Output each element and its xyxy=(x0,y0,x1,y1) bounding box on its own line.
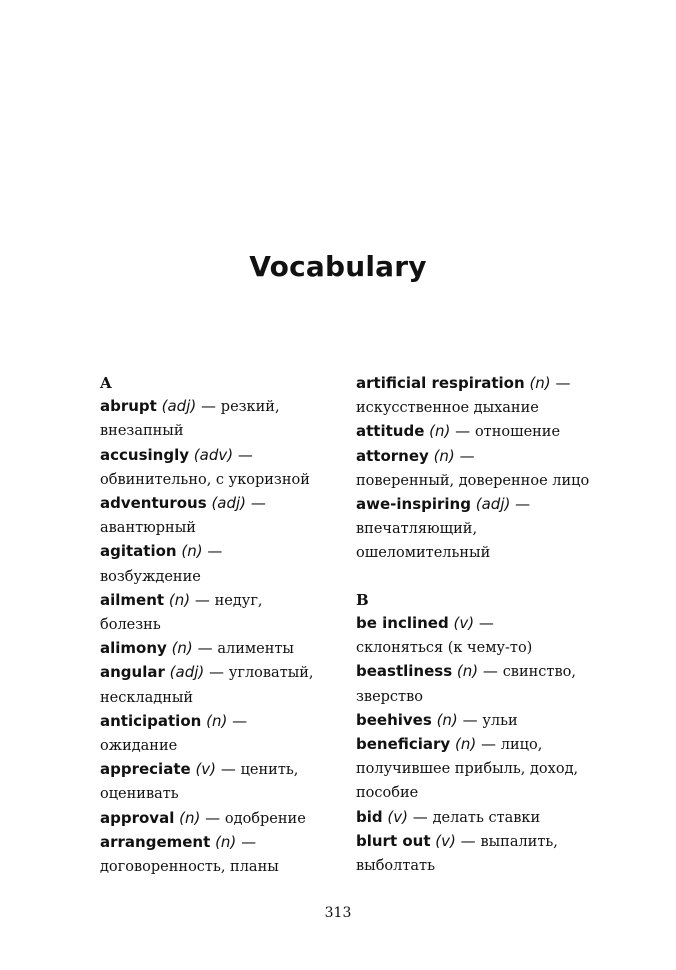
entry-translation: отношение xyxy=(474,424,561,441)
vocab-entry xyxy=(100,589,340,637)
entry-pos: (n) xyxy=(456,662,479,681)
vocab-entry xyxy=(100,637,340,661)
entry-term: anticipation xyxy=(100,711,202,730)
entry-pos: (v) xyxy=(453,614,475,633)
entry-translation: склоняться (к чему-то) xyxy=(356,640,533,657)
vocab-entry xyxy=(356,612,606,660)
entry-translation: алименты xyxy=(217,641,294,658)
entry-dash: — xyxy=(205,808,221,827)
entry-translation: лицо, получившее прибыль, доход, пособие xyxy=(356,737,579,802)
page-number: 313 xyxy=(324,905,352,921)
entry-translation: делать ставки xyxy=(432,809,541,826)
entry-translation: выпалить, выболтать xyxy=(356,833,558,875)
entry-translation: искусственное дыхание xyxy=(356,400,539,417)
vocab-entry xyxy=(356,420,606,444)
entry-dash: — xyxy=(515,495,531,514)
entry-term: ailment xyxy=(100,590,165,609)
entry-translation: недуг, болезнь xyxy=(100,592,263,634)
vocab-entry xyxy=(356,830,606,878)
entry-pos: (adj) xyxy=(211,494,247,513)
vocab-entry xyxy=(100,395,340,443)
entry-dash: — xyxy=(194,590,210,609)
vocab-entry xyxy=(356,445,606,493)
entry-term: abrupt xyxy=(100,397,157,416)
entry-translation: ожидание xyxy=(100,738,178,755)
section-letter-a: A xyxy=(100,374,112,392)
vocab-entry xyxy=(100,710,340,758)
entry-dash: — xyxy=(232,711,248,730)
entry-term: beastliness xyxy=(356,662,453,681)
vocab-entry xyxy=(100,807,340,831)
entry-term: beehives xyxy=(356,710,432,729)
entry-term: bid xyxy=(356,807,383,826)
entry-translation: договоренность, планы xyxy=(100,859,279,876)
vocabulary-column-right xyxy=(356,372,606,878)
entry-term: blurt out xyxy=(356,831,431,850)
entry-dash: — xyxy=(555,374,571,392)
vocab-entry xyxy=(356,709,606,733)
entry-pos: (v) xyxy=(387,807,408,826)
vocab-entry xyxy=(100,758,340,806)
entry-translation: одобрение xyxy=(224,810,306,827)
entry-term: be inclined xyxy=(356,614,449,633)
entry-pos: (adj) xyxy=(161,397,197,416)
entry-pos: (n) xyxy=(429,422,451,441)
entry-dash: — xyxy=(478,614,494,633)
entry-term: attorney xyxy=(356,446,429,465)
entry-dash: — xyxy=(197,639,213,658)
entry-pos: (n) xyxy=(168,590,191,609)
vocab-entry xyxy=(100,831,340,879)
entry-translation: впечатляющий, ошеломительный xyxy=(356,521,491,562)
entry-term: angular xyxy=(100,663,165,682)
entry-pos: (n) xyxy=(433,446,455,465)
entry-term: artificial respiration xyxy=(356,374,525,392)
entry-translation: свинство, зверство xyxy=(356,664,576,705)
vocab-entry xyxy=(356,493,606,566)
entry-translation: угловатый, нескладный xyxy=(100,665,314,706)
entry-dash: — xyxy=(250,494,266,513)
vocabulary-column-left xyxy=(100,372,340,879)
entry-term: alimony xyxy=(100,639,167,658)
entry-pos: (n) xyxy=(215,832,237,851)
section-letter-b: B xyxy=(356,590,369,609)
entry-term: awe-inspiring xyxy=(356,495,471,514)
entry-dash: — xyxy=(455,422,471,441)
vocab-entry xyxy=(100,540,340,588)
entry-translation: ульи xyxy=(482,712,518,729)
page-title: Vocabulary xyxy=(249,250,427,283)
entry-dash: — xyxy=(462,710,478,729)
entry-translation: ценить, оценивать xyxy=(100,762,299,803)
entry-pos: (n) xyxy=(206,711,228,730)
entry-term: attitude xyxy=(356,422,425,441)
entry-dash: — xyxy=(209,663,225,682)
entry-dash: — xyxy=(412,807,428,826)
entry-translation: обвинительно, с укоризной xyxy=(100,471,310,488)
vocab-entry xyxy=(356,806,606,830)
entry-pos: (v) xyxy=(435,831,456,850)
entry-term: approval xyxy=(100,808,175,827)
entry-pos: (n) xyxy=(455,735,477,754)
entry-dash: — xyxy=(482,662,498,681)
entry-translation: авантюрный xyxy=(100,520,196,537)
vocab-entry xyxy=(100,661,340,709)
entry-pos: (v) xyxy=(195,760,217,779)
vocab-entry xyxy=(356,733,606,806)
entry-translation: резкий, внезапный xyxy=(100,399,280,440)
entry-translation: поверенный, доверенное лицо xyxy=(356,472,590,489)
entry-dash: — xyxy=(481,735,496,754)
entry-pos: (n) xyxy=(171,639,193,658)
entry-term: adventurous xyxy=(100,494,207,513)
entry-term: beneficiary xyxy=(356,735,451,754)
entry-pos: (n) xyxy=(179,808,201,827)
vocab-entry xyxy=(100,492,340,540)
entry-dash: — xyxy=(460,831,476,850)
entry-dash: — xyxy=(220,760,236,779)
entry-dash: — xyxy=(201,397,216,416)
entry-pos: (adj) xyxy=(169,663,205,682)
vocab-entry xyxy=(356,372,606,420)
entry-term: agitation xyxy=(100,542,177,561)
entry-dash: — xyxy=(237,445,253,464)
entry-pos: (n) xyxy=(529,374,551,392)
vocab-entry xyxy=(356,660,606,708)
entry-term: appreciate xyxy=(100,760,191,779)
entry-pos: (n) xyxy=(436,710,458,729)
vocab-entry xyxy=(100,444,340,492)
entry-term: arrangement xyxy=(100,832,211,851)
entry-pos: (adv) xyxy=(193,445,234,464)
entry-translation: возбуждение xyxy=(100,568,201,585)
entry-dash: — xyxy=(207,542,223,561)
entry-dash: — xyxy=(459,446,475,465)
entry-term: accusingly xyxy=(100,445,189,464)
entry-dash: — xyxy=(241,832,257,851)
entry-pos: (n) xyxy=(181,542,203,561)
entry-pos: (adj) xyxy=(475,495,511,514)
